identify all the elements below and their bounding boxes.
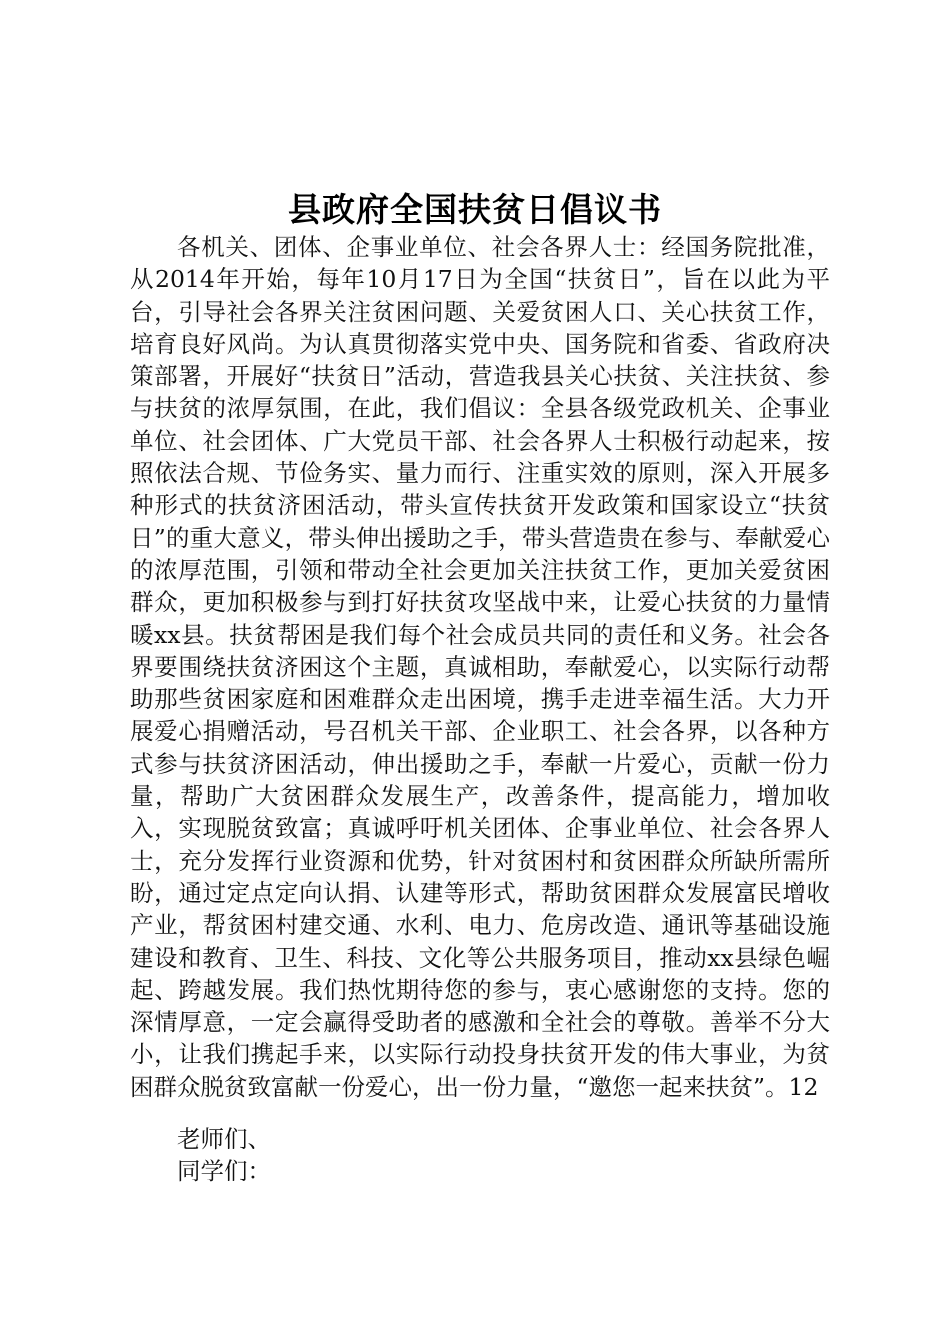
salutation-teachers: 老师们、 <box>177 1125 271 1153</box>
salutation-students: 同学们： <box>177 1157 271 1185</box>
document-body-paragraph: 各机关、团体、企事业单位、社会各界人士：经国务院批准，从2014年开始，每年10月17日为全国“扶贫日”，旨在以此为平台，引导社会各界关注贫困问题、关爱贫困人口、关心扶贫工作，培育良好风尚。为认真贯彻落实党中央、国务院和省委、省政府决策部署，开展好“扶贫日”活动，营造我县关心扶贫、关注扶贫、参与扶贫的浓厚氛围，在此，我们倡议：全县各级党政机关、企事业单位、社会团体、广大党员干部、社会各界人士积极行动起来，按照依法合规、节俭务实、量力而行、注重实效的原则，深入开展多种形式的扶贫济困活动，带头宣传扶贫开发政策和国家设立“扶贫日”的重大意义，带头伸出援助之手，带头营造贵在参与、奉献爱心的浓厚范围，引领和带动全社会更加关注扶贫工作，更加关爱贫困群众，更加积极参与到打好扶贫攻坚战中来，让爱心扶贫的力量情暖xx县。扶贫帮困是我们每个社会成员共同的责任和义务。社会各界要围绕扶贫济困这个主题，真诚相助，奉献爱心，以实际行动帮助那些贫困家庭和困难群众走出困境，携手走进幸福生活。大力开展爱心捐赠活动，号召机关干部、企业职工、社会各界，以各种方式参与扶贫济困活动，伸出援助之手，奉献一片爱心，贡献一份力量，帮助广大贫困群众发展生产，改善条件，提高能力，增加收入，实现脱贫致富；真诚呼吁机关团体、企事业单位、社会各界人士，充分发挥行业资源和优势，针对贫困村和贫困群众所缺所需所盼，通过定点定向认捐、认建等形式，帮助贫困群众发展富民增收产业，帮贫困村建交通、水利、电力、危房改造、通讯等基础设施建设和教育、卫生、科技、文化等公共服务项目，推动xx县绿色崛起、跨越发展。我们热忱期待您的参与，衷心感谢您的支持。您的深情厚意，一定会赢得受助者的感激和全社会的尊敬。善举不分大小，让我们携起手来，以实际行动投身扶贫开发的伟大事业，为贫困群众脱贫致富献一份爱心，出一份力量，“邀您一起来扶贫”。12 <box>130 233 830 1101</box>
document-title: 县政府全国扶贫日倡议书 <box>288 190 662 229</box>
